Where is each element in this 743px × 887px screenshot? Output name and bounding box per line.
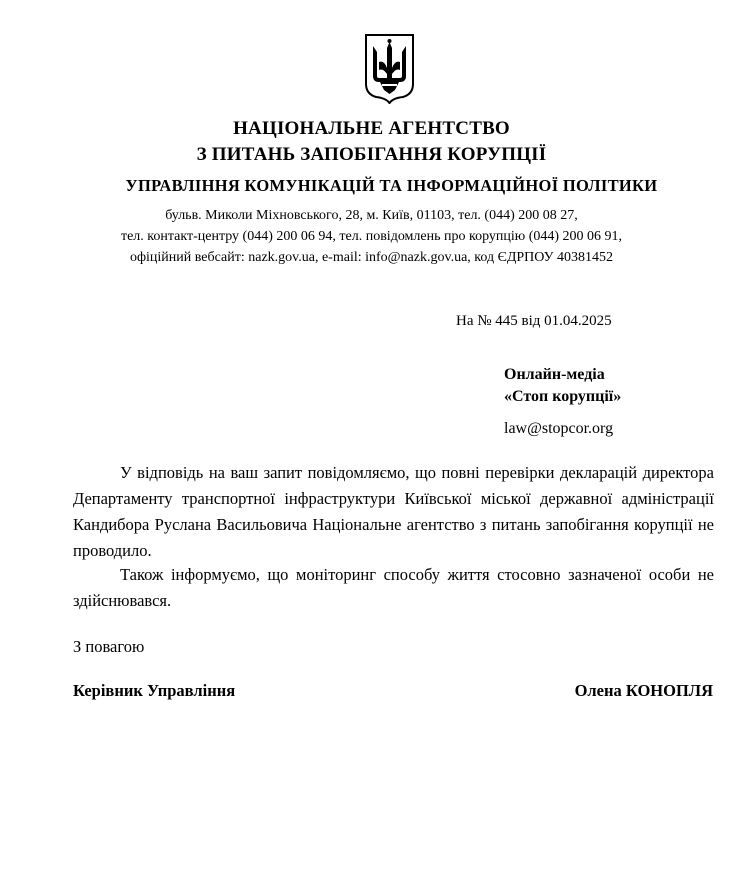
signatory-position: Керівник Управління — [73, 681, 236, 700]
closing-phrase: З повагою — [73, 637, 145, 656]
agency-name-line2: З ПИТАНЬ ЗАПОБІГАННЯ КОРУПЦІЇ — [196, 144, 547, 165]
department-name: УПРАВЛІННЯ КОМУНІКАЦІЙ ТА ІНФОРМАЦІЙНОЇ ПОЛІТИКИ — [125, 176, 658, 195]
body-paragraph-1-text: У відповідь на ваш запит повідомляємо, що повні перевірки декларацій директора Департаменту транспортної інфраструктури Київської міської державної адміністрації Кандибора Руслана Васильовича Національне агентство з питань запобігання корупції не проводило. — [73, 463, 714, 560]
recipient-line-1: Онлайн-медіа — [504, 366, 605, 383]
ukraine-trident-icon — [362, 32, 417, 104]
body-paragraph-2-text: Також інформуємо, що моніторинг способу життя стосовно зазначеної особи не здійснювався. — [73, 565, 714, 610]
address-line-1: бульв. Миколи Міхновського, 28, м. Київ, 01103, тел. (044) 200 08 27, — [165, 208, 578, 223]
body-paragraph-2 — [73, 562, 714, 614]
reference-number: На № 445 від 01.04.2025 — [456, 313, 612, 329]
address-line-2: тел. контакт-центру (044) 200 06 94, тел. повідомлень про корупцію (044) 200 06 91, — [120, 229, 623, 244]
address-line-3: офіційний вебсайт: nazk.gov.ua, e-mail: info@nazk.gov.ua, код ЄДРПОУ 40381452 — [129, 250, 614, 265]
recipient-email: law@stopcor.org — [504, 420, 614, 437]
agency-name-line1: НАЦІОНАЛЬНЕ АГЕНТСТВО — [233, 118, 510, 139]
signatory-name: Олена КОНОПЛЯ — [574, 681, 713, 700]
body-paragraph-1 — [73, 460, 714, 564]
recipient-line-2: «Стоп корупції» — [504, 388, 622, 405]
